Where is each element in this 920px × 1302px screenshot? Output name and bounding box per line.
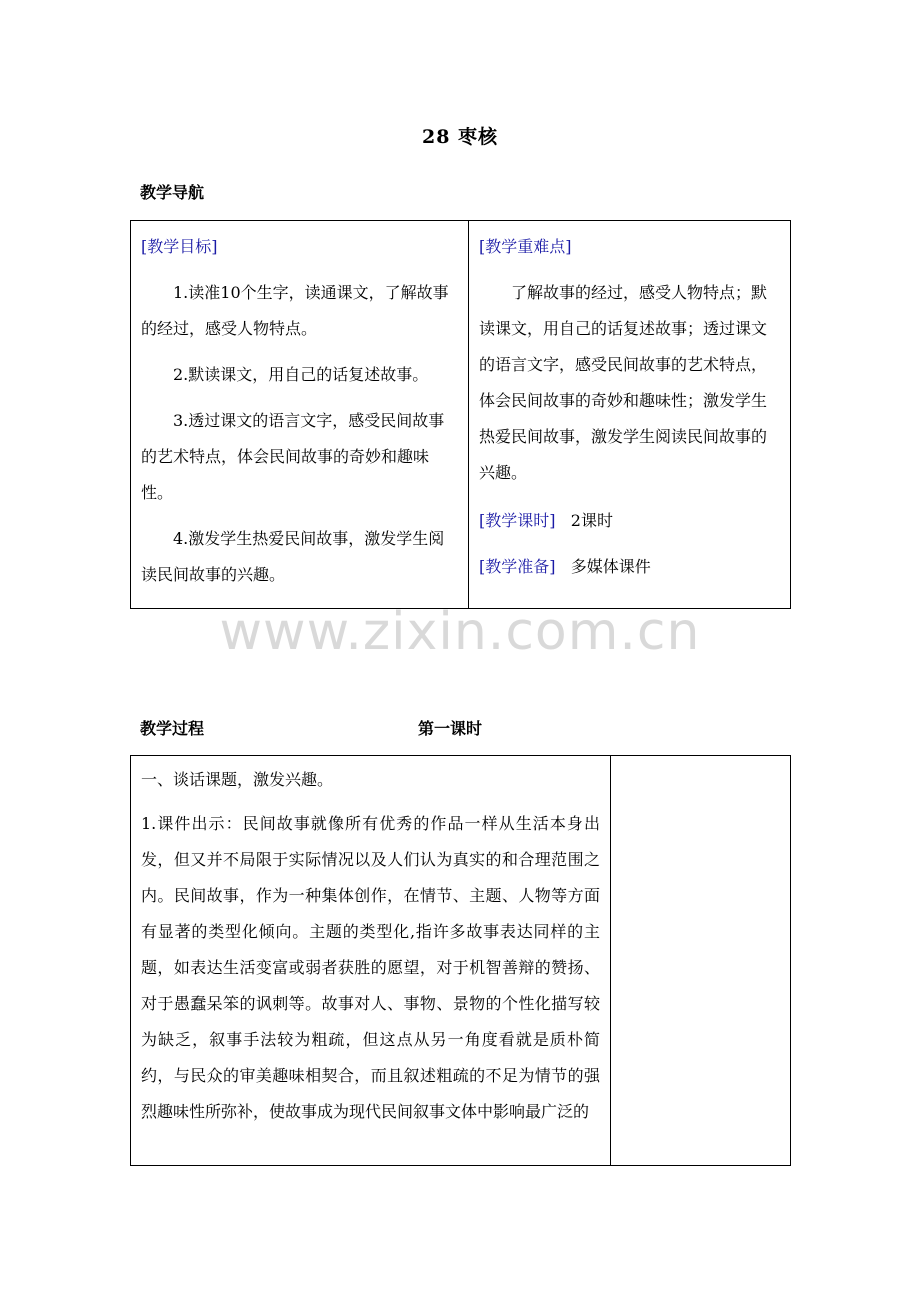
goals-tag: [教学目标] [141, 237, 218, 256]
keypoints-tag: [教学重难点] [479, 237, 572, 256]
keypoints-text: 了解故事的经过，感受人物特点；默读课文，用自己的话复述故事；透过课文的语言文字，感受民间故事的艺术特点，体会民间故事的奇妙和趣味性；激发学生热爱民间故事，激发学生阅读民间故事的兴趣。 [479, 283, 768, 482]
watermark: www.zixin.com.cn [219, 602, 701, 662]
prep-value: 多媒体课件 [570, 557, 651, 576]
goal-item-3: 3.透过课文的语言文字，感受民间故事的艺术特点，体会民间故事的奇妙和趣味性。 [141, 411, 445, 502]
process-table [130, 755, 791, 1166]
document-title: 28 枣核 [421, 126, 499, 148]
process-heading: 教学过程 [140, 719, 205, 738]
hours-value: 2课时 [570, 511, 613, 530]
goal-item-2: 2.默读课文，用自己的话复述故事。 [173, 365, 429, 384]
step1-text: 1.课件出示：民间故事就像所有优秀的作品一样从生活本身出发，但又并不局限于实际情况以及人们认为真实的和合理范围之内。民间故事，作为一种集体创作，在情节、主题、人物等方面有显著的类型化倾向。主题的类型化,指许多故事表达同样的主题，如表达生活变富或弱者获胜的愿望，对于机智善辩的赞扬、对于愚蠢呆笨的讽刺等。故事对人、事物、景物的个性化描写较为缺乏，叙事手法较为粗疏，但这点从另一角度看就是质朴简约，与民众的审美趣味相契合，而且叙述粗疏的不足为情节的强烈趣味性所弥补，使故事成为现代民间叙事文体中影响最广泛的 [141, 814, 600, 1121]
process-notes-cell [611, 756, 791, 1166]
hours-tag: [教学课时] [479, 511, 556, 530]
teaching-nav-table [130, 220, 791, 609]
goal-item-1: 1.读准10个生字，读通课文，了解故事的经过，感受人物特点。 [141, 283, 449, 338]
prep-row [479, 549, 780, 585]
goal-item-4: 4.激发学生热爱民间故事，激发学生阅读民间故事的兴趣。 [141, 529, 445, 584]
nav-heading: 教学导航 [140, 183, 205, 202]
keypoints-cell [469, 221, 791, 609]
step1-heading: 一、谈话课题，激发兴趣。 [141, 770, 334, 789]
prep-tag: [教学准备] [479, 557, 556, 576]
lesson-heading: 第一课时 [418, 719, 483, 738]
process-content-cell [131, 756, 611, 1166]
hours-row [479, 503, 780, 539]
goals-cell [131, 221, 469, 609]
